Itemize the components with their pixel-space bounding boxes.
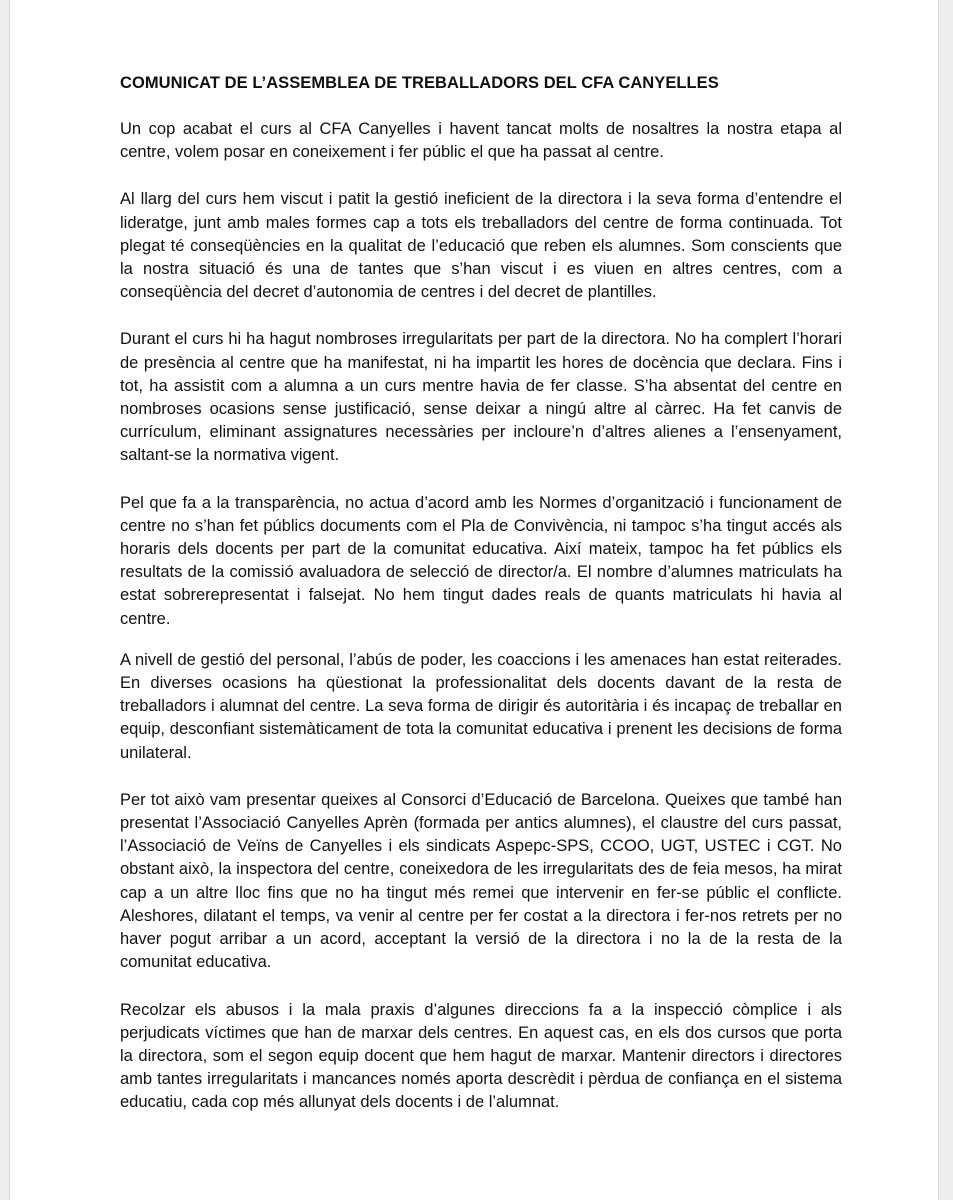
document-title: COMUNICAT DE L’ASSEMBLEA DE TREBALLADORS DEL CFA CANYELLES [120,74,719,92]
document-body [120,71,842,1139]
paragraph-personnel: A nivell de gestió del personal, l’abús de poder, les coaccions i les amenaces han estat reiterades. En diverses ocasions ha qüestionat la professionalitat dels docents davant de la resta de treballadors i alumnat del centre. La seva forma de dirigir és autoritària i és incapaç de treballar en equip, desconfiant sistemàticament de tota la comunitat educativa i prenent les decisions de forma unilateral. [120,650,842,762]
paragraph-complaints: Per tot això vam presentar queixes al Consorci d’Educació de Barcelona. Queixes que també han presentat l’Associació Canyelles Aprèn (formada per antics alumnes), el claustre del curs passat, l’Associació de Veïns de Canyelles i els sindicats Aspepc-SPS, CCOO, UGT, USTEC i CGT. No obstant això, la inspectora del centre, coneixedora de les irregularitats des de feia mesos, ha mirat cap a un altre lloc fins que no ha tingut més remei que intervenir en fer-se públic el conflicte. Aleshores, dilatant el temps, va venir al centre per fer costat a la directora i fer-nos retrets per no haver pogut arribar a un acord, acceptant la versió de la directora i no la de la resta de la comunitat educativa. [120,790,842,972]
paragraph-conclusion: Recolzar els abusos i la mala praxis d’algunes direccions fa a la inspecció còmplice i als perjudicats víctimes que han de marxar dels centres. En aquest cas, en els dos cursos que porta la directora, som el segon equip docent que hem hagut de marxar. Mantenir directors i directores amb tantes irregularitats i mancances només aporta descrèdit i pèrdua de confiança en el sistema educatiu, cada cop més allunyat dels docents i de l’alumnat. [120,1000,842,1112]
paragraph-irregularities: Durant el curs hi ha hagut nombroses irregularitats per part de la directora. No ha complert l’horari de presència al centre que ha manifestat, ni ha impartit les hores de docència que declara. Fins i tot, ha assistit com a alumna a un curs mentre havia de fer classe. S’ha absentat del centre en nombroses ocasions sense justificació, sense deixar a ningú altre al càrrec. Ha fet canvis de currículum, eliminant assignatures necessàries per incloure’n d’altres alienes a l’ensenyament, saltant-se la normativa vigent. [120,330,842,465]
document-page [10,0,938,1200]
paragraph-management: Al llarg del curs hem viscut i patit la gestió ineficient de la directora i la seva forma d’entendre el lideratge, junt amb males formes cap a tots els treballadors del centre de forma continuada. Tot plegat té conseqüències en la qualitat de l’educació que reben els alumnes. Som conscients que la nostra situació és una de tantes que s’han viscut i es viuen en altres centres, com a conseqüència del decret d’autonomia de centres i del decret de plantilles. [120,190,842,302]
paragraph-transparency: Pel que fa a la transparència, no actua d’acord amb les Normes d’organització i funcionament de centre no s’han fet públics documents com el Pla de Convivència, ni tampoc s’ha tingut accés als horaris dels docents per part de la comunitat educativa. Així mateix, tampoc ha fet públics els resultats de la comissió avaluadora de selecció de director/a. El nombre d’alumnes matriculats ha estat sobrerepresentat i falsejat. No hem tingut dades reals de quants matriculats hi havia al centre. [120,493,842,628]
paragraph-intro: Un cop acabat el curs al CFA Canyelles i havent tancat molts de nosaltres la nostra etapa al centre, volem posar en coneixement i fer públic el que ha passat al centre. [120,120,842,162]
